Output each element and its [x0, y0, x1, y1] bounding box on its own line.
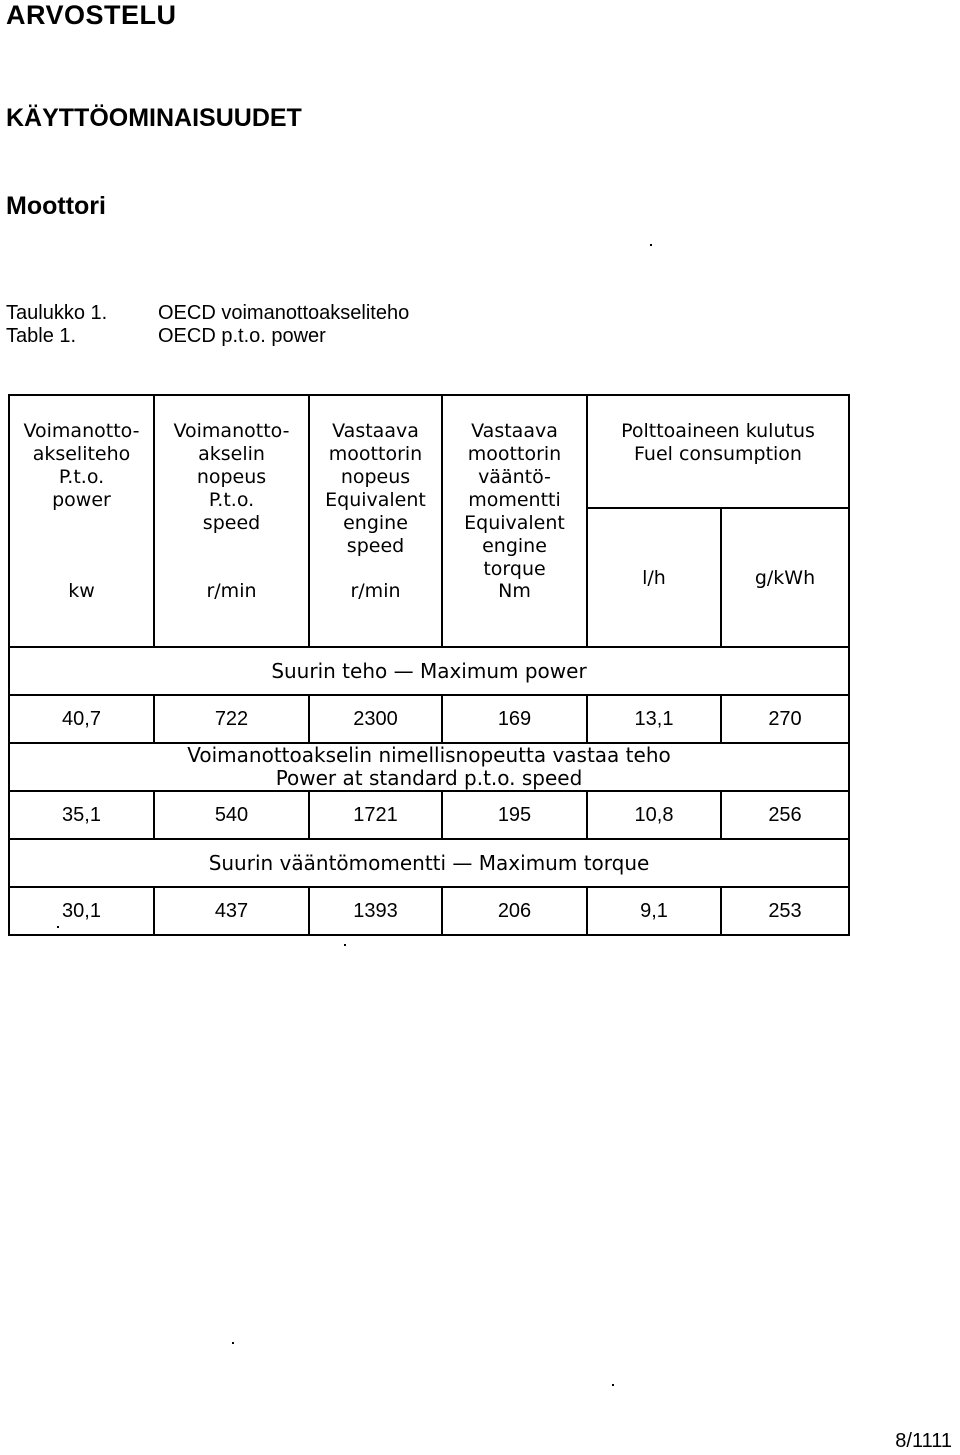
- section-label: [9, 647, 849, 695]
- col-header-line: P.t.o.: [208, 489, 255, 511]
- cell-engine-torque: 169: [442, 695, 587, 743]
- col-header-fuel-lh: l/h: [587, 508, 721, 647]
- table-header-row: [9, 395, 849, 508]
- col-header-fuel-gkwh: g/kWh: [721, 508, 849, 647]
- col-header-line: nopeus: [340, 466, 411, 488]
- caption-title-fi: OECD voimanottoakseliteho: [158, 302, 410, 324]
- caption-label-en: Table 1.: [6, 325, 77, 347]
- col-header-line: power: [52, 489, 111, 511]
- col-header-line: Vastaava: [471, 420, 558, 442]
- scan-speck: [612, 1384, 614, 1386]
- fuel-title-fi: Polttoaineen kulutus: [621, 420, 815, 442]
- col-header-unit: r/min: [350, 580, 401, 602]
- col-header-line: speed: [346, 535, 405, 557]
- cell-fuel-lh: 9,1: [587, 887, 721, 935]
- col-header-engine-torque: [442, 395, 587, 647]
- cell-fuel-lh: 10,8: [587, 791, 721, 839]
- caption-title-en: OECD p.t.o. power: [158, 325, 326, 347]
- col-header-line: engine: [482, 535, 547, 557]
- col-header-pto-speed: [154, 395, 309, 647]
- section-label: [9, 839, 849, 887]
- col-header-line: Voimanotto-: [23, 420, 140, 442]
- col-header-line: akseliteho: [32, 443, 131, 465]
- scan-speck: [650, 244, 652, 246]
- table-row: [9, 695, 849, 743]
- col-header-engine-speed: [309, 395, 442, 647]
- fuel-title-en: Fuel consumption: [634, 443, 802, 465]
- section-label-row: [9, 743, 849, 791]
- page-number: 8/1111: [895, 1430, 952, 1452]
- table-row: [9, 791, 849, 839]
- section-label-row: [9, 647, 849, 695]
- cell-engine-speed: 1721: [309, 791, 442, 839]
- col-header-line: moottorin: [328, 443, 423, 465]
- col-header-line: engine: [343, 512, 408, 534]
- section-title: KÄYTTÖOMINAISUUDET: [6, 104, 302, 132]
- col-header-line: nopeus: [196, 466, 267, 488]
- section-label-line: Power at standard p.t.o. speed: [275, 766, 583, 790]
- table-caption-label: [6, 302, 107, 348]
- col-header-line: vääntö-: [478, 466, 551, 488]
- cell-engine-torque: 195: [442, 791, 587, 839]
- cell-fuel-gkwh: 253: [721, 887, 849, 935]
- table-caption-title: [158, 302, 409, 348]
- col-header-unit: r/min: [206, 580, 257, 602]
- col-header-line: Voimanotto-: [173, 420, 290, 442]
- col-header-lines: [155, 396, 308, 535]
- col-header-line: moottorin: [467, 443, 562, 465]
- section-label-line: Suurin teho — Maximum power: [271, 658, 587, 683]
- col-header-lines: [10, 396, 153, 512]
- cell-pto-power: 35,1: [9, 791, 154, 839]
- section-label-row: [9, 839, 849, 887]
- cell-engine-speed: 2300: [309, 695, 442, 743]
- cell-engine-speed: 1393: [309, 887, 442, 935]
- col-header-line: Equivalent: [464, 512, 565, 534]
- col-header-line: speed: [202, 512, 261, 534]
- table-row: [9, 887, 849, 935]
- cell-fuel-gkwh: 270: [721, 695, 849, 743]
- col-header-fuel-consumption: [587, 395, 849, 508]
- scan-speck: [232, 1342, 234, 1344]
- cell-fuel-lh: 13,1: [587, 695, 721, 743]
- caption-label-fi: Taulukko 1.: [6, 302, 108, 324]
- scan-speck: [344, 944, 346, 946]
- power-table: [8, 394, 850, 936]
- cell-pto-power: 30,1: [9, 887, 154, 935]
- col-header-lines: [310, 396, 441, 558]
- section-label-line: Voimanottoakselin nimellisnopeutta vastaa teho: [187, 743, 671, 767]
- col-header-unit: kw: [68, 580, 95, 602]
- col-header-line: akselin: [198, 443, 265, 465]
- col-header-pto-power: [9, 395, 154, 647]
- cell-fuel-gkwh: 256: [721, 791, 849, 839]
- col-header-lines: [443, 396, 586, 581]
- col-header-line: Equivalent: [325, 489, 426, 511]
- subsection-title: Moottori: [6, 192, 106, 220]
- cell-pto-speed: 722: [154, 695, 309, 743]
- col-header-line: Vastaava: [332, 420, 419, 442]
- col-header-line: momentti: [468, 489, 561, 511]
- cell-engine-torque: 206: [442, 887, 587, 935]
- cell-pto-speed: 540: [154, 791, 309, 839]
- col-header-line: torque: [483, 558, 546, 580]
- document-heading: ARVOSTELU: [6, 0, 177, 30]
- col-header-unit: Nm: [498, 580, 531, 602]
- cell-pto-speed: 437: [154, 887, 309, 935]
- col-header-line: P.t.o.: [58, 466, 105, 488]
- cell-pto-power: 40,7: [9, 695, 154, 743]
- section-label-line: Suurin vääntömomentti — Maximum torque: [208, 850, 650, 875]
- section-label: [9, 743, 849, 791]
- scan-speck: [57, 926, 59, 928]
